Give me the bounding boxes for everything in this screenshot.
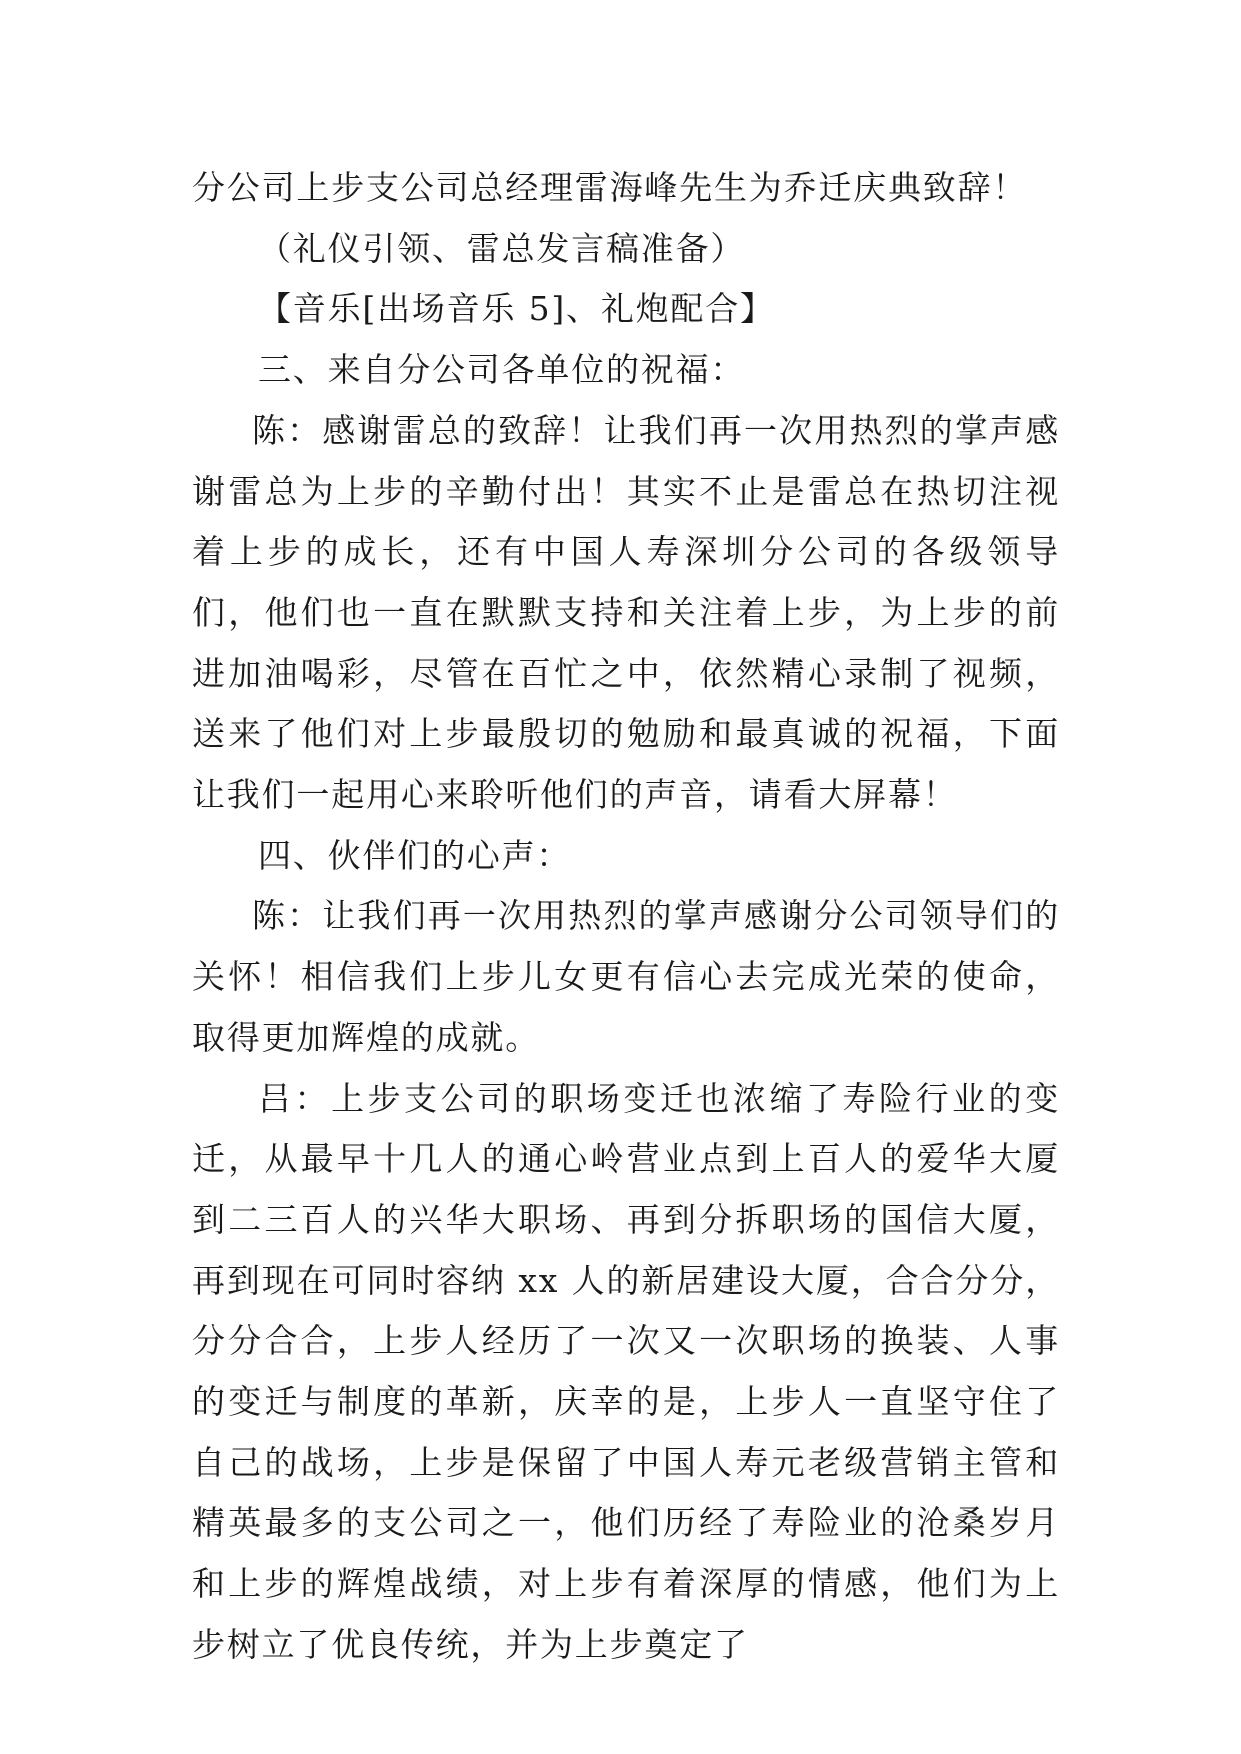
paragraph-4: 三、来自分公司各单位的祝福： <box>258 350 746 390</box>
paragraph-3: 【音乐[出场音乐 5]、礼炮配合】 <box>258 289 775 329</box>
paragraph-6: 四、伙伴们的心声： <box>258 835 572 875</box>
paragraph-7: 陈：让我们再一次用热烈的掌声感谢分公司领导们的关怀！相信我们上步儿女更有信心去完成光荣的使命，取得更加辉煌的成就。 <box>192 896 1060 1057</box>
paragraph-8: 吕：上步支公司的职场变迁也浓缩了寿险行业的变迁，从最早十几人的通心岭营业点到上百人的爱华大厦到二三百人的兴华大职场、再到分拆职场的国信大厦，再到现在可同时容纳 xx 人的新居建设大厦，合合分分，分分合合，上步人经历了一次又一次职场的换装、人事的变迁与制度的革新，庆幸的是，上步人一直坚守住了自己的战场，上步是保留了中国人寿元老级营销主管和精英最多的支公司之一，他们历经了寿险业的沧桑岁月和上步的辉煌战绩，对上步有着深厚的情感，他们为上步树立了优良传统，并为上步奠定了 <box>192 1078 1060 1664</box>
paragraph-2: （礼仪引领、雷总发言稿准备） <box>258 228 746 268</box>
paragraph-5: 陈：感谢雷总的致辞！让我们再一次用热烈的掌声感谢雷总为上步的辛勤付出！其实不止是雷总在热切注视着上步的成长，还有中国人寿深圳分公司的各级领导们，他们也一直在默默支持和关注着上步，为上步的前进加油喝彩，尽管在百忙之中，依然精心录制了视频，送来了他们对上步最殷切的勉励和最真诚的祝福，下面让我们一起用心来聆听他们的声音，请看大屏幕！ <box>192 410 1060 815</box>
document-body <box>192 158 1060 1676</box>
paragraph-1: 分公司上步支公司总经理雷海峰先生为乔迁庆典致辞！ <box>192 168 1028 207</box>
